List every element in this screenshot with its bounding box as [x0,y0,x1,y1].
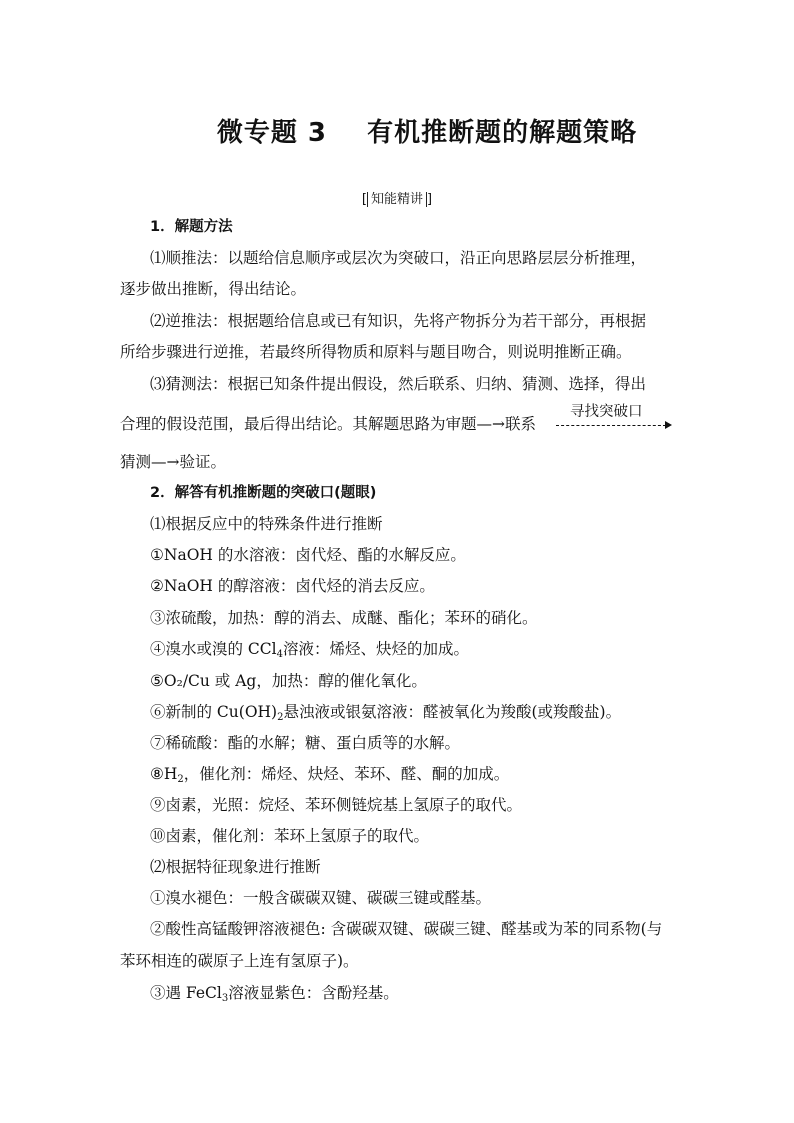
list-item-text: 悬浊液或银氨溶液：醛被氧化为羧酸(或羧酸盐)。 [283,703,622,721]
list-item: ⑩卤素，催化剂：苯环上氢原子的取代。 [150,827,430,845]
section2-heading: 2．解答有机推断题的突破口(题眼) [150,485,377,501]
list-item-text: ⑧H [150,765,178,783]
list-item [150,764,509,784]
list-item: ②NaOH 的醇溶液：卤代烃的消去反应。 [150,577,435,595]
section-tag-label: 知能精讲 [367,192,427,207]
list-item [150,983,399,1003]
list-item: 苯环相连的碳原子上连有氢原子)。 [120,952,359,970]
section-tag: [ 知能精讲 ] [361,192,433,207]
list-item-text: ，催化剂：烯烃、炔烃、苯环、醛、酮的加成。 [183,765,510,783]
subscript: 4 [276,649,283,660]
list-item: ⑨卤素，光照：烷烃、苯环侧链烷基上氢原子的取代。 [150,796,523,814]
list-item: ②酸性高锰酸钾溶液褪色: 含碳碳双键、碳碳三键、醛基或为苯的同系物(与 [150,920,663,938]
paragraph-line: 所给步骤进行逆推，若最终所得物质和原料与题目吻合，则说明推断正确。 [120,343,632,361]
list-item [150,639,469,659]
list-item-text: ④溴水或溴的 CCl [150,640,277,658]
list-item-text: ⑥新制的 Cu(OH) [150,703,278,721]
section1-heading: 1．解题方法 [150,219,233,235]
paragraph-line: ⑵逆推法：根据题给信息或已有知识，先将产物拆分为若干部分，再根据 [150,312,647,330]
list-item-text: ③遇 FeCl [150,984,222,1002]
list-item: ①NaOH 的水溶液：卤代烃、酯的水解反应。 [150,546,466,564]
page-title: 微专题 3 有机推断题的解题策略 [216,118,638,148]
arrow-label: 寻找突破口 [570,404,643,420]
subscript: 2 [277,712,284,723]
subsection-heading: ⑵根据特征现象进行推断 [150,858,321,876]
paragraph-line: 合理的假设范围，最后得出结论。其解题思路为审题—→联系 [120,415,536,433]
subsection-heading: ⑴根据反应中的特殊条件进行推断 [150,515,383,533]
list-item: ③浓硫酸，加热：醇的消去、成醚、酯化；苯环的硝化。 [150,609,538,627]
paragraph-line: 逐步做出推断，得出结论。 [120,280,307,298]
list-item-text: 溶液：烯烃、炔烃的加成。 [282,640,469,658]
list-item: ⑦稀硫酸：酯的水解；糖、蛋白质等的水解。 [150,734,461,752]
list-item-text: 溶液显紫色：含酚羟基。 [228,984,399,1002]
list-item: ⑤O₂/Cu 或 Ag，加热：醇的催化氧化。 [150,672,427,690]
dashed-arrow-icon [556,425,666,426]
list-item: ①溴水褪色：一般含碳碳双键、碳碳三键或醛基。 [150,889,492,907]
paragraph-line: 猜测—→验证。 [120,453,226,471]
subscript: 2 [177,774,184,785]
paragraph-line: ⑴顺推法：以题给信息顺序或层次为突破口，沿正向思路层层分析推理， [150,249,647,267]
list-item [150,702,621,722]
paragraph-line: ⑶猜测法：根据已知条件提出假设，然后联系、归纳、猜测、选择，得出 [150,375,647,393]
subscript: 3 [221,993,229,1004]
